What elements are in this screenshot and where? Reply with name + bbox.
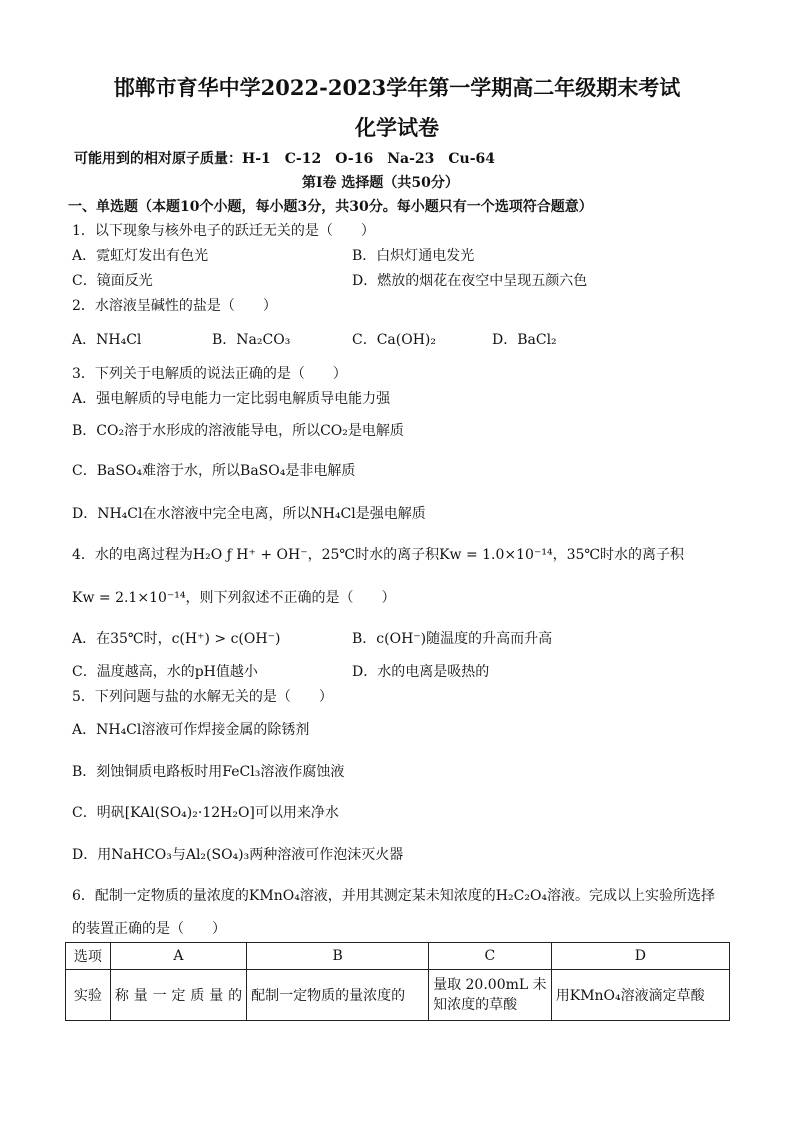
q2-option-a-label: A． xyxy=(72,332,97,348)
q5-stem: 5．下列问题与盐的水解无关的是（ ） xyxy=(72,689,333,705)
q3-option-a: A．强电解质的导电能力一定比弱电解质导电能力强 xyxy=(72,391,391,407)
q1-option-c: C．镜面反光 xyxy=(72,273,153,289)
q2-option-d-formula: BaCl₂ xyxy=(517,332,557,348)
q4-option-a: A．在35℃时，c(H⁺) > c(OH⁻) xyxy=(72,631,281,647)
q4-option-d: D．水的电离是吸热的 xyxy=(352,664,490,680)
q2-option-c-formula: Ca(OH)₂ xyxy=(376,332,436,348)
q5-option-b: B．刻蚀铜质电路板时用FeCl₃溶液作腐蚀液 xyxy=(72,764,345,780)
q6-stem-line2: 的装置正确的是（ ） xyxy=(72,921,226,937)
q2-option-a xyxy=(72,330,141,350)
q2-option-c xyxy=(352,330,436,350)
atomic-masses-line: 可能用到的相对原子质量：H-1 C-12 O-16 Na-23 Cu-64 xyxy=(74,151,495,167)
q4-stem-line2: Kw = 2.1×10⁻¹⁴，则下列叙述不正确的是（ ） xyxy=(72,590,396,606)
part-one-heading: 第Ⅰ卷 选择题（共50分） xyxy=(302,175,459,191)
q5-option-d: D．用NaHCO₃与Al₂(SO₄)₃两种溶液可作泡沫灭火器 xyxy=(72,847,404,863)
table-header-row xyxy=(66,943,730,970)
table-cell: 配制一定物质的量浓度的 xyxy=(247,970,429,1021)
q2-option-d-label: D． xyxy=(492,332,518,348)
q1-option-a: A．霓虹灯发出有色光 xyxy=(72,248,209,264)
q4-option-b: B．c(OH⁻)随温度的升高而升高 xyxy=(352,631,553,647)
exam-title: 邯郸市育华中学2022-2023学年第一学期高二年级期末考试 xyxy=(113,75,681,100)
q5-option-c: C．明矾[KAl(SO₄)₂·12H₂O]可以用来净水 xyxy=(72,805,339,821)
table-row xyxy=(66,970,730,1021)
q1-option-d: D．燃放的烟花在夜空中呈现五颜六色 xyxy=(352,273,588,289)
exam-subtitle: 化学试卷 xyxy=(355,115,439,140)
q1-option-b: B．白炽灯通电发光 xyxy=(352,248,475,264)
q4-stem-line1: 4．水的电离过程为H₂O ƒ H⁺ + OH⁻，25℃时水的离子积Kw = 1.0×10⁻¹⁴，35℃时水的离子积 xyxy=(72,547,685,563)
q3-option-b: B．CO₂溶于水形成的溶液能导电，所以CO₂是电解质 xyxy=(72,423,404,439)
table-header-cell: D xyxy=(551,943,729,970)
q6-stem-line1: 6．配制一定物质的量浓度的KMnO₄溶液，并用其测定某未知浓度的H₂C₂O₄溶液。完成以上实验所选择 xyxy=(72,888,716,904)
q2-option-b-formula: Na₂CO₃ xyxy=(236,332,291,348)
table-cell: 用KMnO₄溶液滴定草酸 xyxy=(551,970,729,1021)
q2-option-b xyxy=(212,330,290,350)
q5-option-a: A．NH₄Cl溶液可作焊接金属的除锈剂 xyxy=(72,722,310,738)
table-cell: 量取 20.00mL 未知浓度的草酸 xyxy=(429,970,552,1021)
q2-stem: 2．水溶液呈碱性的盐是（ ） xyxy=(72,298,277,314)
q3-option-c: C．BaSO₄难溶于水，所以BaSO₄是非电解质 xyxy=(72,463,356,479)
q2-option-c-label: C． xyxy=(352,332,377,348)
table-cell: 称量一定质量的 xyxy=(110,970,246,1021)
q2-option-b-label: B． xyxy=(212,332,237,348)
table-header-cell: B xyxy=(247,943,429,970)
table-header-cell: 选项 xyxy=(66,943,111,970)
q1-stem: 1．以下现象与核外电子的跃迁无关的是（ ） xyxy=(72,223,375,239)
q4-option-c: C．温度越高，水的pH值越小 xyxy=(72,664,258,680)
q3-option-d: D．NH₄Cl在水溶液中完全电离，所以NH₄Cl是强电解质 xyxy=(72,506,426,522)
q6-options-table xyxy=(65,942,730,1021)
q3-stem: 3．下列关于电解质的说法正确的是（ ） xyxy=(72,366,347,382)
section-one-heading: 一、单选题（本题10个小题，每小题3分，共30分。每小题只有一个选项符合题意） xyxy=(68,199,593,215)
q2-option-d xyxy=(492,330,557,350)
table-cell: 实验 xyxy=(66,970,111,1021)
table-header-cell: C xyxy=(429,943,552,970)
q2-option-a-formula: NH₄Cl xyxy=(96,332,142,348)
table-header-cell: A xyxy=(110,943,246,970)
